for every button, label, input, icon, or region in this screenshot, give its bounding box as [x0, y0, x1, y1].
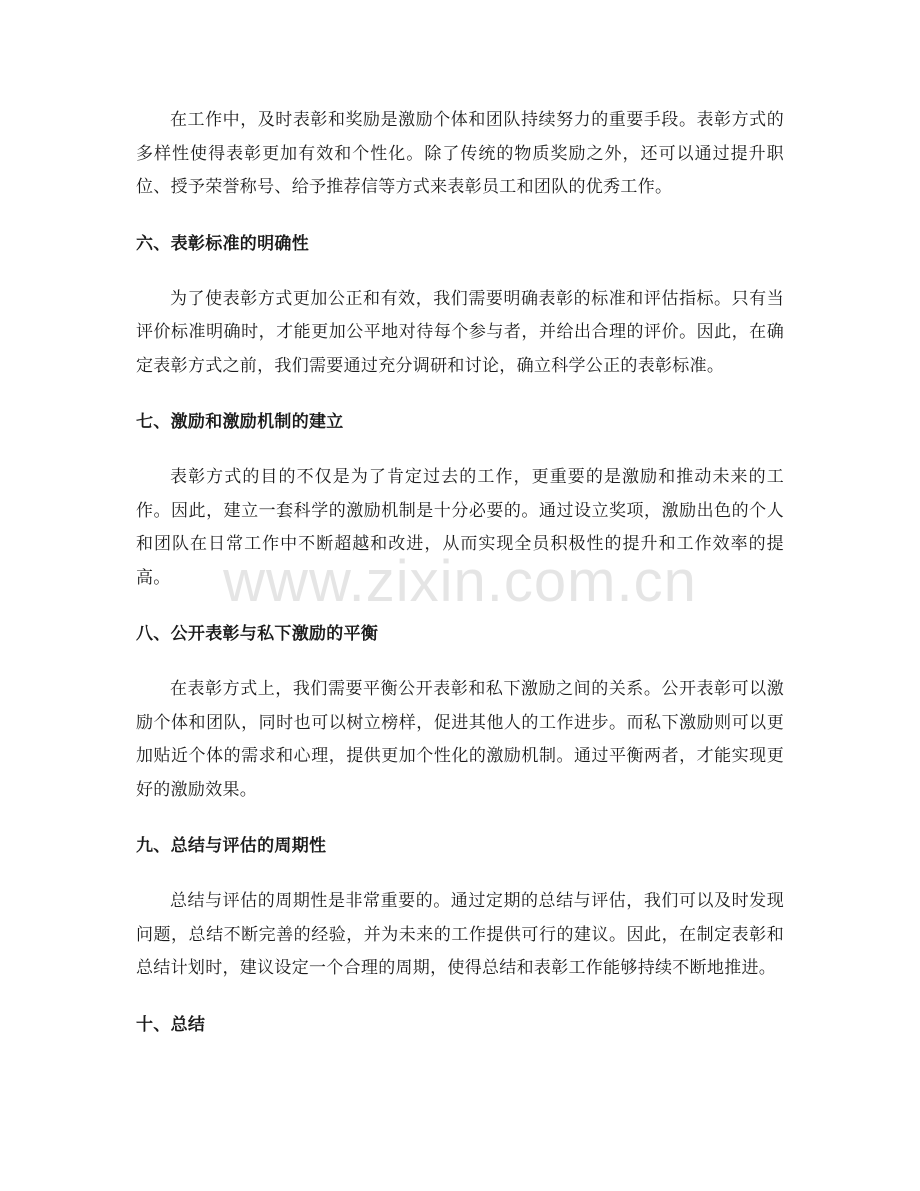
- paragraph-section-8: 在表彰方式上，我们需要平衡公开表彰和私下激励之间的关系。公开表彰可以激励个体和团队，同时也可以树立榜样，促进其他人的工作进步。而私下激励则可以更加贴近个体的需求和心理，提供更加个性化的激励机制。通过平衡两者，才能实现更好的激励效果。: [136, 679, 784, 800]
- paragraph-intro: 在工作中，及时表彰和奖励是激励个体和团队持续努力的重要手段。表彰方式的多样性使得表彰更加有效和个性化。除了传统的物质奖励之外，还可以通过提升职位、授予荣誉称号、给予推荐信等方式来表彰员工和团队的优秀工作。: [136, 110, 784, 197]
- section-heading-10: 十、总结: [136, 1014, 206, 1035]
- document-body: [136, 104, 784, 1064]
- paragraph-section-7: 表彰方式的目的不仅是为了肯定过去的工作，更重要的是激励和推动未来的工作。因此，建立一套科学的激励机制是十分必要的。通过设立奖项，激励出色的个人和团队在日常工作中不断超越和改进，从而实现全员积极性的提升和工作效率的提高。: [136, 467, 784, 588]
- section-heading-9: 九、总结与评估的周期性: [136, 836, 327, 856]
- section-heading-8: 八、公开表彰与私下激励的平衡: [136, 624, 379, 644]
- paragraph-section-9: 总结与评估的周期性是非常重要的。通过定期的总结与评估，我们可以及时发现问题，总结不断完善的经验，并为未来的工作提供可行的建议。因此，在制定表彰和总结计划时，建议设定一个合理的周期，使得总结和表彰工作能够持续不断地推进。: [136, 891, 784, 978]
- paragraph-section-6: 为了使表彰方式更加公正和有效，我们需要明确表彰的标准和评估指标。只有当评价标准明确时，才能更加公平地对待每个参与者，并给出合理的评价。因此，在确定表彰方式之前，我们需要通过充分调研和讨论，确立科学公正的表彰标准。: [136, 288, 784, 376]
- section-heading-7: 七、激励和激励机制的建立: [136, 412, 344, 432]
- section-heading-6: 六、表彰标准的明确性: [136, 233, 309, 254]
- watermark-text: www.zixin.com.cn: [223, 549, 697, 614]
